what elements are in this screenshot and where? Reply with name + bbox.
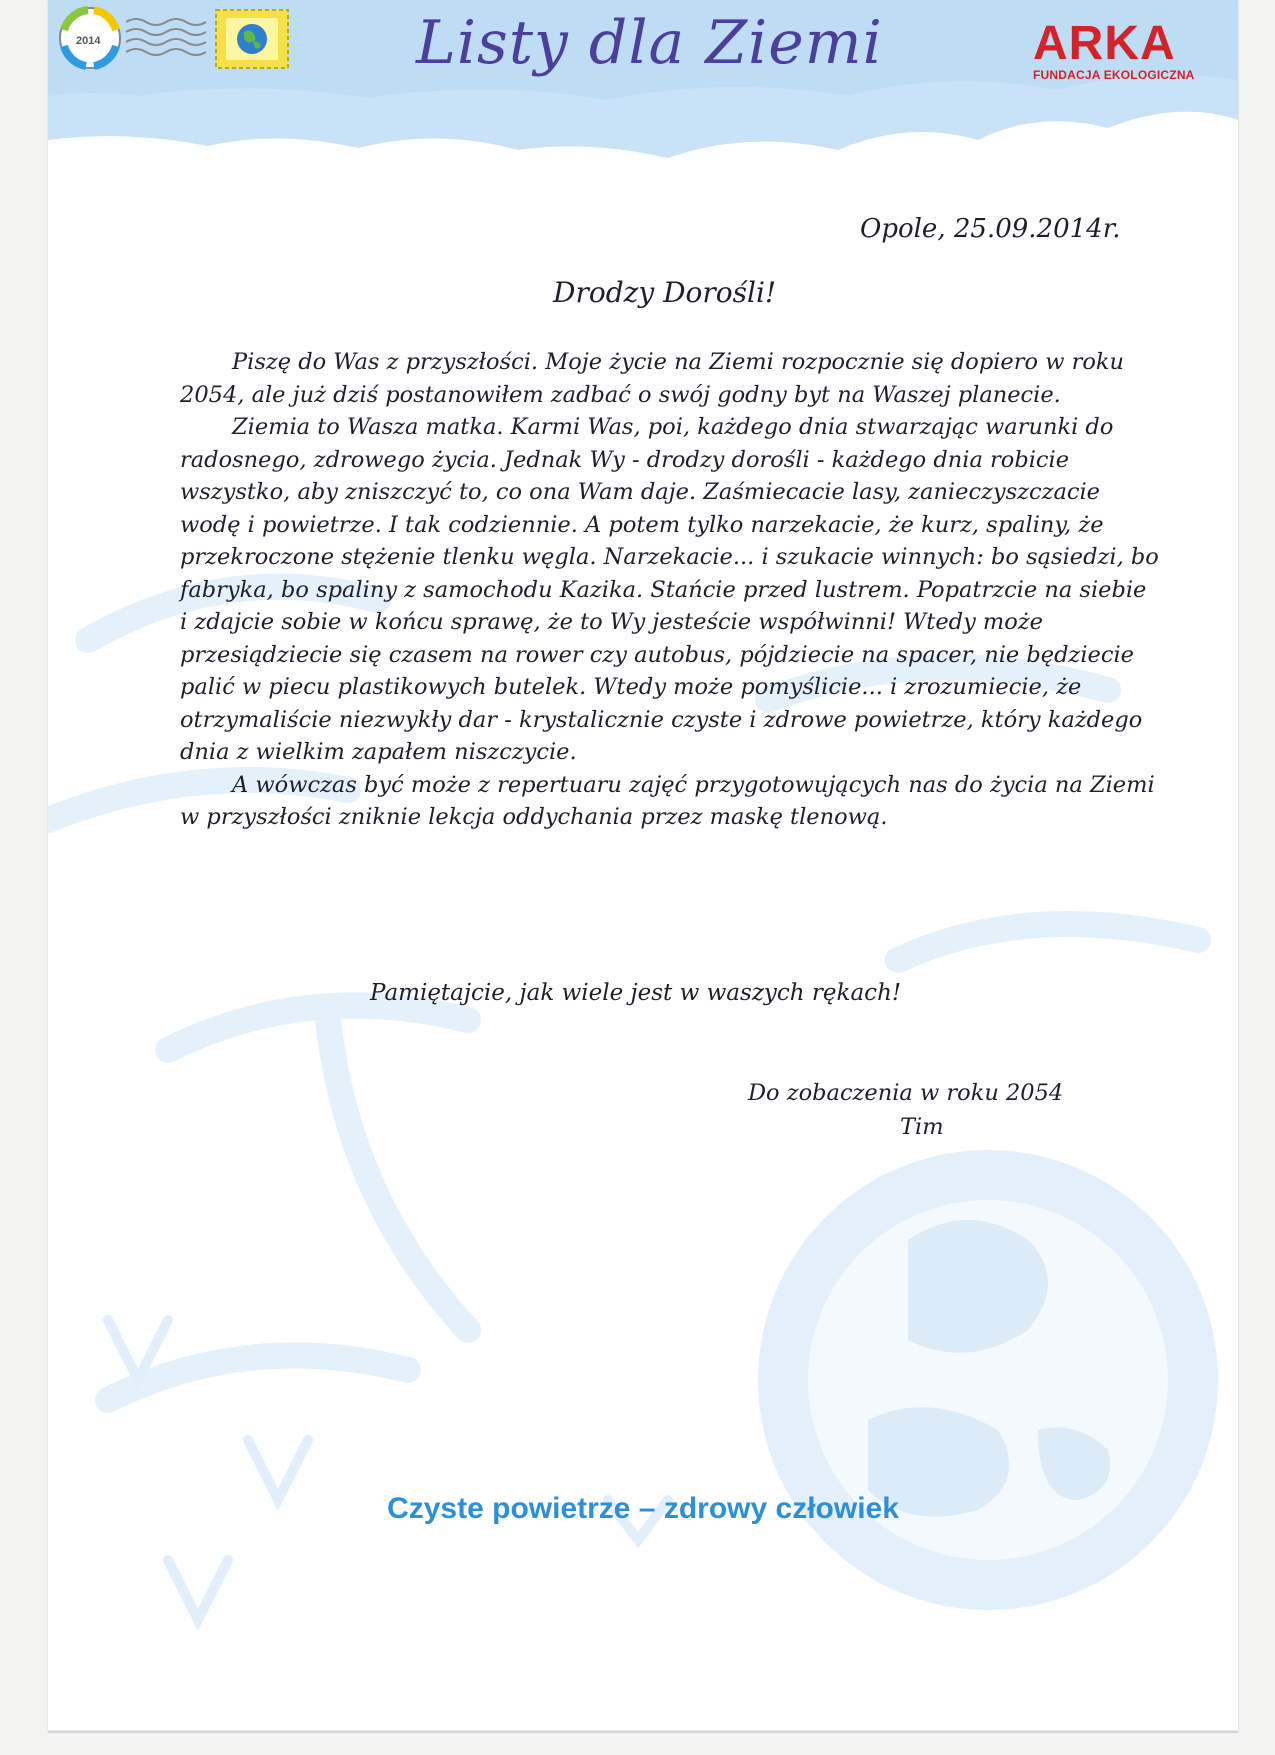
watermark-graphic [48, 0, 1238, 1730]
page-bottom-edge [48, 1731, 1238, 1733]
letter-signoff: Do zobaczenia w roku 2054 [748, 1080, 1064, 1106]
letter-paragraph: A wówczas być może z repertuaru zajęć przygotowujących nas do życia na Ziemi w przyszłości zniknie lekcja oddychania przez maskę tlenową. [180, 771, 1155, 830]
organization-name: ARKA [1033, 17, 1176, 70]
letter-paragraph: Piszę do Was z przyszłości. Moje życie na Ziemi rozpocznie się dopiero w roku 2054, ale już dziś postanowiłem zadbać o swój godny byt na Waszej planecie. [180, 349, 1125, 408]
letter-page [48, 0, 1238, 1730]
letter-closing: Pamiętajcie, jak wiele jest w waszych rękach! [370, 980, 902, 1006]
organization-subtitle: FUNDACJA EKOLOGICZNA [1033, 68, 1195, 82]
page-title: Listy dla Ziemi [416, 8, 883, 78]
stamp-year: 2014 [76, 35, 101, 47]
header-banner [48, 0, 1238, 190]
stamp-logo-icon [48, 0, 298, 80]
letter-signature: Tim [900, 1114, 944, 1140]
organization-logo [1033, 17, 1195, 82]
letter-salutation: Drodzy Dorośli! [553, 276, 777, 309]
letter-paragraph: Ziemia to Wasza matka. Karmi Was, poi, każdego dnia stwarzając warunki do radosnego, zdrowego życia. Jednak Wy - drodzy dorośli - każdego dnia robicie wszystko, aby zniszczyć to, co ona Wam daje. Zaśmiecacie lasy, zanieczyszczacie wodę i powietrze. I tak codziennie. A potem tylko narzekacie, że kurz, spaliny, że przekroczone stężenie tlenku węgla. Narzekacie... i szukacie winnych: bo sąsiedzi, bo fabryka, bo spaliny z samochodu Kazika. Stańcie przed lustrem. Popatrzcie na siebie i zdajcie sobie w końcu sprawę, że to Wy jesteście współwinni! Wtedy może przesiądziecie się czasem na rower czy autobus, pójdziecie na spacer, nie będziecie palić w piecu plastikowych butelek. Wtedy może pomyślicie... i zrozumiecie, że otrzymaliście niezwykły dar - krystalicznie czyste i zdrowe powietrze, który każdego dnia z wielkim zapałem niszczycie. [180, 414, 1159, 765]
footer-slogan: Czyste powietrze – zdrowy człowiek [387, 1492, 899, 1525]
letter-body [180, 346, 1160, 834]
letter-date: Opole, 25.09.2014r. [860, 214, 1121, 244]
